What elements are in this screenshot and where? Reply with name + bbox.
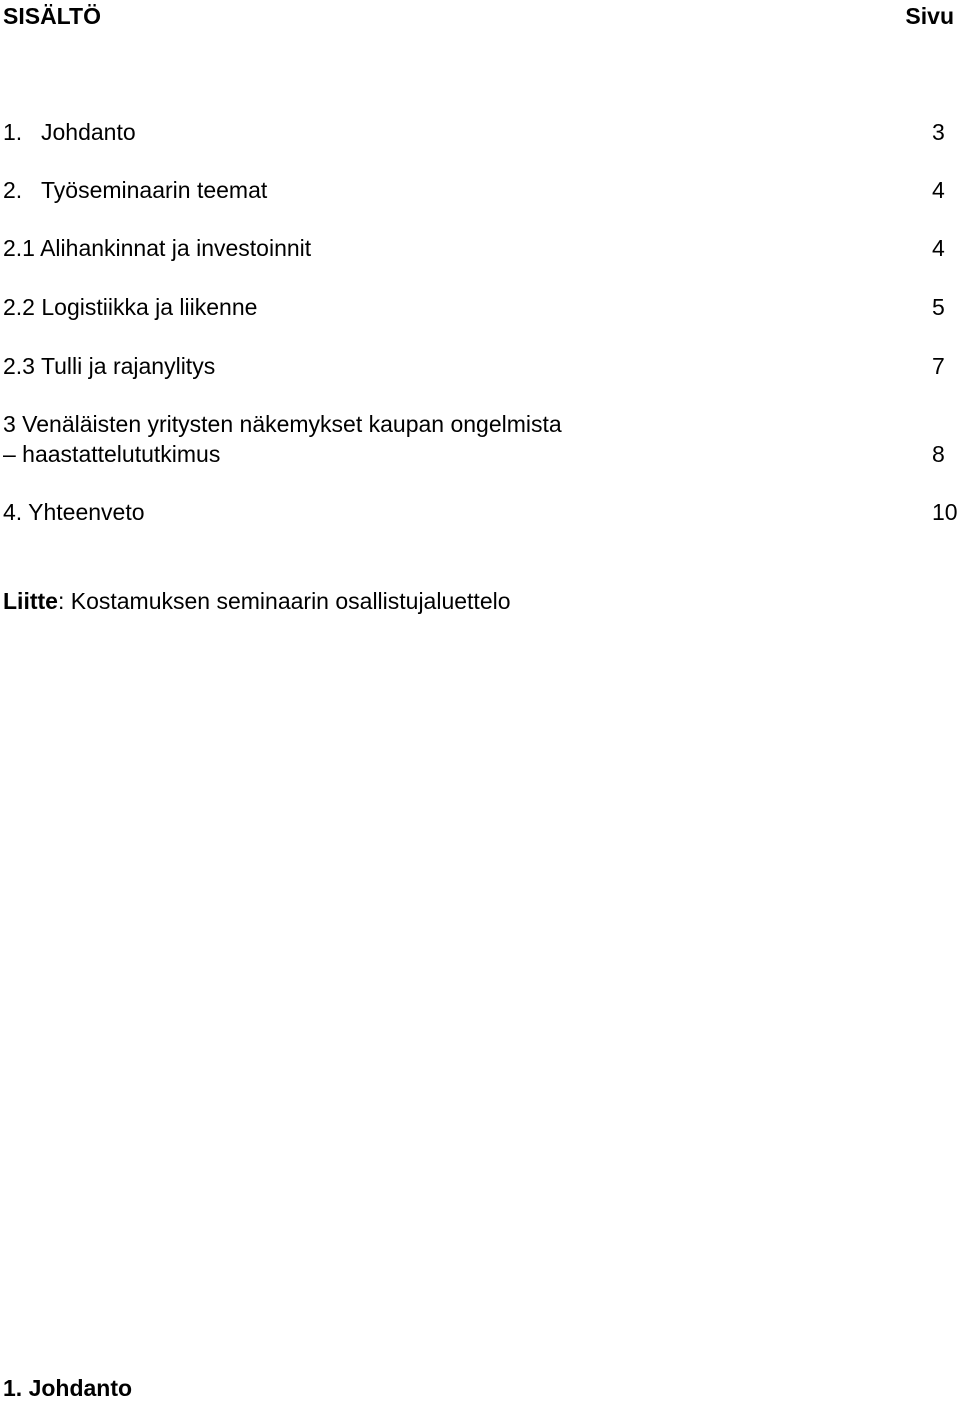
toc-entry-label: 4. Yhteenveto	[3, 499, 145, 525]
toc-entry-label: Johdanto	[41, 119, 136, 145]
toc-entry-label: 2.2 Logistiikka ja liikenne	[3, 294, 258, 320]
section-heading: 1. Johdanto	[3, 1375, 133, 1401]
toc-entry-page: 7	[932, 353, 945, 379]
toc-entry-label: Työseminaarin teemat	[41, 177, 268, 203]
toc-entry-page: 4	[932, 235, 945, 261]
toc-entry-label-line2: – haastattelututkimus	[3, 441, 221, 467]
toc-entry-number: 2.	[3, 177, 23, 203]
toc-entry-page: 4	[932, 177, 945, 203]
appendix-text: : Kostamuksen seminaarin osallistujaluettelo	[57, 588, 511, 614]
toc-title: SISÄLTÖ	[3, 3, 101, 29]
toc-entry-number: 1.	[3, 119, 23, 145]
toc-entry-label-line1: 3 Venäläisten yritysten näkemykset kaupan ongelmista	[3, 411, 562, 437]
page-column-header: Sivu	[905, 3, 954, 29]
toc-entry-page: 10	[932, 499, 958, 525]
toc-entry-page: 8	[932, 441, 945, 467]
toc-entry-label: 2.3 Tulli ja rajanylitys	[3, 353, 216, 379]
appendix-prefix: Liitte	[3, 588, 58, 614]
appendix-line	[3, 587, 511, 615]
toc-entry-page: 5	[932, 294, 945, 320]
toc-entry-page: 3	[932, 119, 945, 145]
toc-entry-label: 2.1 Alihankinnat ja investoinnit	[3, 235, 312, 261]
